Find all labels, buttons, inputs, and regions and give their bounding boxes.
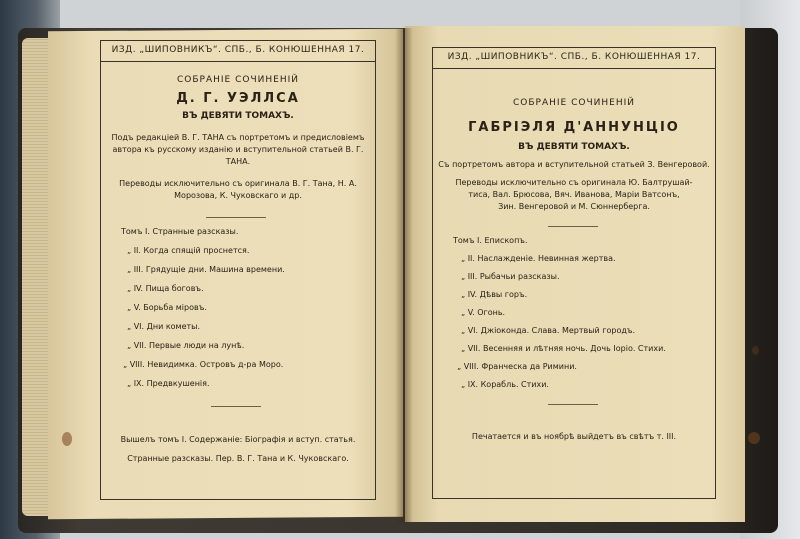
list-item: „ III. Рыбачьи разсказы. — [461, 272, 560, 281]
page-stain — [748, 432, 760, 444]
right-translations-line-3: Зин. Венгеровой и М. Сюннерберга. — [498, 202, 650, 211]
list-item: „ IX. Корабль. Стихи. — [461, 380, 549, 389]
list-item: „ VII. Первые люди на лунѣ. — [127, 341, 245, 350]
list-item: „ III. Грядущіе дни. Машина времени. — [127, 265, 285, 274]
list-item: „ IX. Предвкушенія. — [127, 379, 210, 388]
list-item: „ V. Огонь. — [461, 308, 506, 317]
left-translations-line-1: Переводы исключительно съ оригинала В. Г. Тана, Н. А. — [119, 179, 357, 188]
page-stain — [752, 346, 759, 355]
left-editor-line-2: автора къ русскому изданію и вступительной статьей В. Г. — [112, 145, 364, 154]
page-stain — [62, 432, 72, 446]
list-item: „ V. Борьба міровъ. — [127, 303, 207, 312]
list-item: Томъ I. Странные разсказы. — [121, 227, 239, 236]
left-collection-title: СОБРАНІЕ СОЧИНЕНІЙ — [177, 75, 299, 85]
left-translations-line-2: Морозова, К. Чуковскаго и др. — [174, 191, 302, 200]
right-translations-line-2: тиса, Вал. Брюсова, Вяч. Иванова, Маріи Ватсонъ, — [468, 190, 680, 199]
right-author-name: ГАБРІЭЛЯ Д'АННУНЦІО — [468, 120, 680, 135]
right-page-frame — [432, 47, 716, 499]
list-item: „ VIII. Невидимка. Островъ д-ра Моро. — [123, 360, 284, 369]
left-page-frame — [100, 40, 376, 500]
left-footer-line-2: Странные разсказы. Пер. В. Г. Тана и К. Чуковскаго. — [127, 454, 349, 463]
right-volumes-note: ВЪ ДЕВЯТИ ТОМАХЪ. — [518, 142, 630, 152]
left-divider-2 — [211, 406, 261, 407]
right-divider-1 — [548, 226, 598, 227]
list-item: „ VI. Дни кометы. — [127, 322, 201, 331]
list-item: „ VII. Весенняя и лѣтняя ночь. Дочь Іоріо. Стихи. — [461, 344, 666, 353]
left-divider-1 — [206, 217, 266, 218]
right-footer-line: Печатается и въ ноябрѣ выйдетъ въ свѣтъ т. III. — [471, 432, 677, 441]
right-collection-title: СОБРАНІЕ СОЧИНЕНІЙ — [513, 98, 635, 108]
book-gutter — [395, 28, 413, 523]
list-item: „ II. Наслажденіе. Невинная жертва. — [461, 254, 616, 263]
left-author-name: Д. Г. УЭЛЛСА — [176, 91, 300, 106]
list-item: „ IV. Дѣвы горъ. — [461, 290, 528, 299]
list-item: „ II. Когда спящій проснется. — [127, 246, 250, 255]
left-editor-line-1: Подъ редакціей В. Г. ТАНА съ портретомъ и предисловіемъ — [111, 133, 365, 142]
right-divider-2 — [548, 404, 598, 405]
list-item: „ VIII. Франческа да Римини. — [457, 362, 577, 371]
right-intro-line: Съ портретомъ автора и вступительной статьей З. Венгеровой. — [438, 160, 710, 169]
left-volumes-note: ВЪ ДЕВЯТИ ТОМАХЪ. — [182, 111, 294, 121]
list-item: Томъ I. Епископъ. — [453, 236, 528, 245]
left-editor-line-3: ТАНА. — [225, 157, 251, 166]
left-footer-line-1: Вышелъ томъ I. Содержаніе: Біографія и вступ. статья. — [120, 435, 356, 444]
right-translations-line-1: Переводы исключительно съ оригинала Ю. Балтрушай- — [455, 178, 693, 187]
right-publisher-header: ИЗД. „ШИПОВНИКЪ“. СПБ., Б. КОНЮШЕННАЯ 17. — [447, 52, 701, 62]
header-divider — [433, 68, 715, 69]
list-item: „ IV. Пища боговъ. — [127, 284, 204, 293]
list-item: „ VI. Джіоконда. Слава. Мертвый городъ. — [461, 326, 636, 335]
header-divider — [101, 61, 375, 62]
left-publisher-header: ИЗД. „ШИПОВНИКЪ“. СПБ., Б. КОНЮШЕННАЯ 17. — [111, 45, 365, 55]
